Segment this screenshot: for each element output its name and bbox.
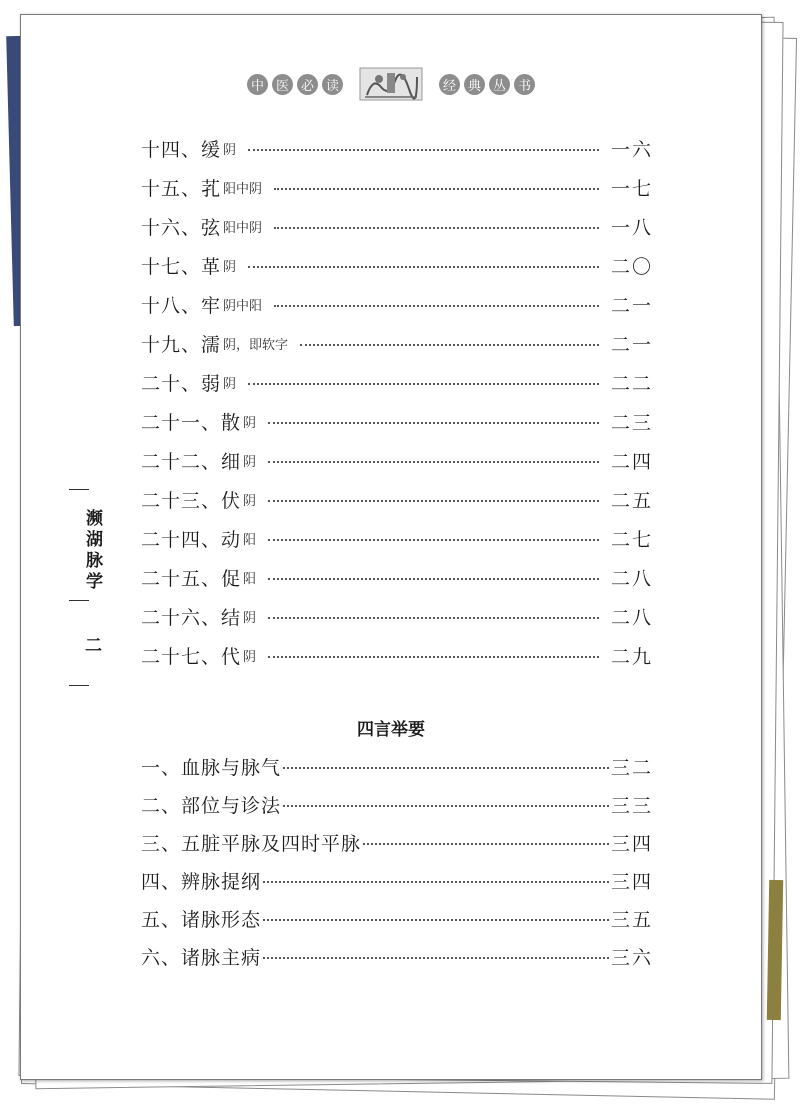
book-page [20, 14, 762, 1080]
toc-entry[interactable] [141, 827, 653, 857]
toc-entry-label: 二十六、结 [141, 606, 242, 629]
toc-entry-page: 二一 [610, 294, 653, 317]
toc-entry[interactable] [141, 562, 653, 592]
section-heading: 四言举要 [357, 720, 425, 740]
toc-entry-page: 二七 [610, 528, 653, 551]
dot-leader [268, 578, 599, 580]
toc-entry-label: 四、辨脉提纲 [141, 870, 262, 893]
toc-entry-label: 二十一、散 [141, 411, 242, 434]
toc-entry-page: 一七 [610, 177, 653, 200]
toc-entry-page: 一六 [610, 138, 653, 161]
seal-char: 书 [514, 74, 535, 95]
seal-char: 读 [322, 74, 343, 95]
toc-entry-page: 三二 [610, 756, 653, 779]
toc-entry[interactable] [141, 211, 653, 241]
dot-leader [300, 344, 599, 346]
book-edge-olive [767, 880, 783, 1020]
toc-entry[interactable] [141, 789, 653, 819]
toc-entry-label: 十五、芤 [141, 177, 222, 200]
dot-leader [268, 656, 599, 658]
toc-entry-note: 阴 [243, 649, 257, 665]
toc-entry-page: 三六 [610, 946, 653, 969]
seal-char: 医 [272, 74, 293, 95]
toc-entry-label: 三、五脏平脉及四时平脉 [141, 832, 362, 855]
toc-entry-page: 二一 [610, 333, 653, 356]
toc-entry-label: 二十三、伏 [141, 489, 242, 512]
toc-entry-page: 一八 [610, 216, 653, 239]
toc-entry[interactable] [141, 601, 653, 631]
toc-entry-note: 阴 [243, 493, 257, 509]
toc-entry[interactable] [141, 133, 653, 163]
dot-leader [268, 461, 599, 463]
toc-entry-note: 阴 [243, 415, 257, 431]
toc-entry-label: 二十七、代 [141, 645, 242, 668]
side-rule [69, 685, 89, 686]
toc-entry-page: 三四 [610, 832, 653, 855]
toc-entry-label: 十九、濡 [141, 333, 222, 356]
toc-entry-page: 二二 [610, 372, 653, 395]
side-book-title: 濒湖脉学 [82, 509, 102, 593]
toc-entry[interactable] [141, 289, 653, 319]
toc-entry-page: 三三 [610, 794, 653, 817]
toc-entry-note: 阴 [223, 259, 237, 275]
toc-entry-label: 五、诸脉形态 [141, 908, 262, 931]
page-folio: 二 [85, 636, 102, 656]
seal-char: 典 [464, 74, 485, 95]
dot-leader [268, 539, 599, 541]
toc-entry[interactable] [141, 903, 653, 933]
dot-leader [263, 957, 609, 959]
toc-entry[interactable] [141, 250, 653, 280]
toc-entry-note: 阴中阳 [223, 298, 263, 314]
toc-entry-label: 二、部位与诊法 [141, 794, 282, 817]
toc-entry[interactable] [141, 640, 653, 670]
toc-entry[interactable] [141, 367, 653, 397]
dot-leader [283, 805, 609, 807]
toc-entry-label: 六、诸脉主病 [141, 946, 262, 969]
toc-entry[interactable] [141, 445, 653, 475]
toc-entry-note: 阳中阴 [223, 220, 263, 236]
toc-entry-page: 三五 [610, 908, 653, 931]
toc-entry-page: 二九 [610, 645, 653, 668]
toc-entry-page: 二八 [610, 567, 653, 590]
toc-entry[interactable] [141, 751, 653, 781]
dot-leader [268, 500, 599, 502]
toc-entry[interactable] [141, 172, 653, 202]
toc-entry-note: 阴 [223, 142, 237, 158]
dot-leader [268, 422, 599, 424]
seal-char: 必 [297, 74, 318, 95]
dot-leader [248, 266, 599, 268]
dot-leader [248, 383, 599, 385]
toc-entry-label: 二十、弱 [141, 372, 222, 395]
toc-entry[interactable] [141, 406, 653, 436]
toc-entry-note: 阳 [243, 532, 257, 548]
series-left-seals [247, 74, 343, 95]
dot-leader [274, 188, 599, 190]
toc-entry-page: 二八 [610, 606, 653, 629]
dot-leader [263, 919, 609, 921]
dot-leader [363, 843, 609, 845]
toc-entry-note: 阳中阴 [223, 181, 263, 197]
toc-entry-page: 二四 [610, 450, 653, 473]
dot-leader [248, 149, 599, 151]
seal-char: 经 [439, 74, 460, 95]
dot-leader [283, 767, 609, 769]
toc-entry-label: 一、血脉与脉气 [141, 756, 282, 779]
toc-entry-label: 二十四、动 [141, 528, 242, 551]
side-rule [69, 489, 89, 490]
series-right-seals [439, 74, 535, 95]
toc-entry-label: 十六、弦 [141, 216, 222, 239]
herb-emblem-icon [359, 67, 423, 101]
toc-entry-page: 二三 [610, 411, 653, 434]
toc-entry[interactable] [141, 865, 653, 895]
toc-entry-note: 阴，即软字 [223, 337, 289, 353]
dot-leader [263, 881, 609, 883]
toc-entry[interactable] [141, 328, 653, 358]
toc-entry-note: 阴 [243, 610, 257, 626]
toc-entry-page: 三四 [610, 870, 653, 893]
toc-entry-note: 阴 [223, 376, 237, 392]
toc-entry-label: 二十五、促 [141, 567, 242, 590]
toc-entry-note: 阴 [243, 454, 257, 470]
toc-entry-note: 阳 [243, 571, 257, 587]
toc-entry[interactable] [141, 523, 653, 553]
seal-char: 丛 [489, 74, 510, 95]
dot-leader [274, 305, 599, 307]
toc-entry-label: 十四、缓 [141, 138, 222, 161]
toc-entry[interactable] [141, 484, 653, 514]
toc-entry[interactable] [141, 941, 653, 971]
toc-entry-label: 二十二、细 [141, 450, 242, 473]
side-rule [69, 600, 89, 601]
dot-leader [268, 617, 599, 619]
toc-entry-label: 十七、革 [141, 255, 222, 278]
toc-entry-page: 二〇 [610, 255, 653, 278]
series-header [21, 67, 761, 101]
toc-entry-page: 二五 [610, 489, 653, 512]
seal-char: 中 [247, 74, 268, 95]
toc-entry-label: 十八、牢 [141, 294, 222, 317]
dot-leader [274, 227, 599, 229]
